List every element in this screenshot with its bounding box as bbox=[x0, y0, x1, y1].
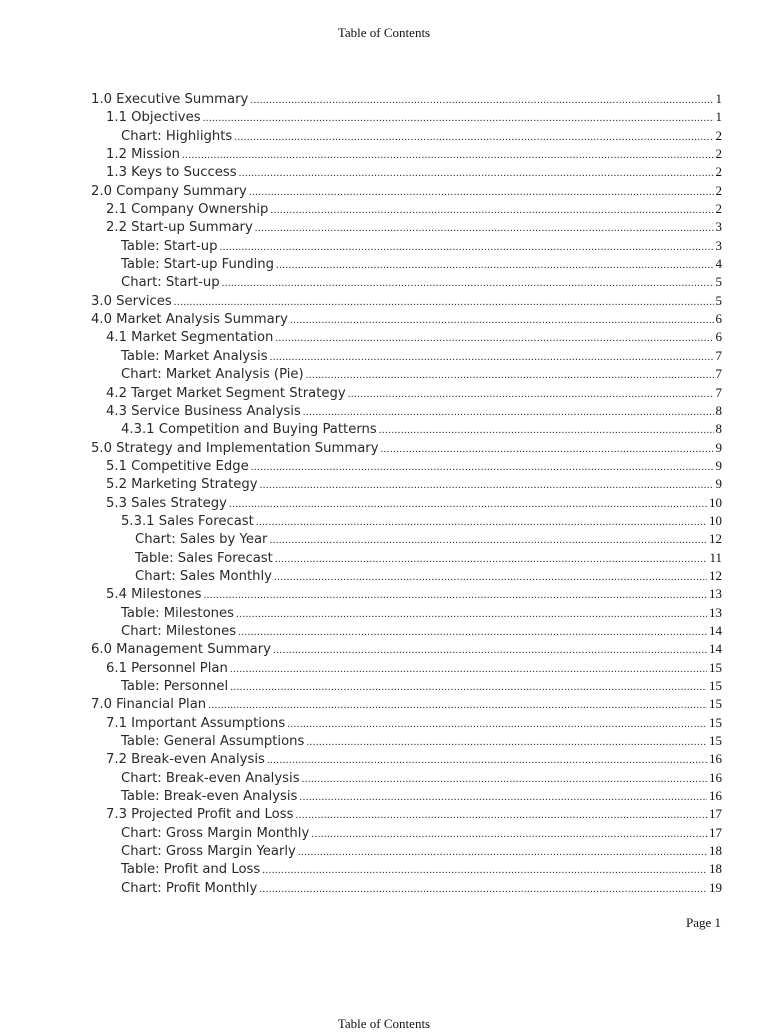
toc-entry-label: 5.4 Milestones bbox=[106, 587, 202, 603]
toc-dot-leader bbox=[299, 788, 707, 806]
toc-entry-page-number: 14 bbox=[709, 622, 722, 638]
page-title: Table of Contents bbox=[337, 25, 431, 40]
toc-entry[interactable] bbox=[91, 347, 722, 365]
toc-entry[interactable] bbox=[91, 585, 722, 603]
toc-entry-page-number: 1 bbox=[715, 109, 722, 125]
toc-entry[interactable] bbox=[91, 604, 722, 622]
toc-entry[interactable] bbox=[91, 659, 722, 677]
toc-dot-leader bbox=[222, 274, 714, 292]
toc-entry-label: Chart: Gross Margin Yearly bbox=[121, 844, 296, 860]
toc-dot-leader bbox=[238, 623, 707, 641]
toc-entry[interactable] bbox=[91, 879, 722, 897]
toc-entry[interactable] bbox=[91, 677, 722, 695]
toc-entry[interactable] bbox=[91, 310, 722, 328]
toc-entry[interactable] bbox=[91, 732, 722, 750]
toc-entry-page-number: 15 bbox=[709, 733, 722, 749]
toc-entry[interactable] bbox=[91, 860, 722, 878]
toc-entry-page-number: 4 bbox=[715, 256, 722, 272]
toc-entry-label: Chart: Highlights bbox=[121, 128, 233, 144]
toc-dot-leader bbox=[306, 366, 714, 384]
toc-entry-label: Chart: Break-even Analysis bbox=[121, 770, 300, 786]
toc-entry[interactable] bbox=[91, 475, 722, 493]
toc-entry-label: 7.2 Break-even Analysis bbox=[106, 752, 265, 768]
toc-entry[interactable] bbox=[91, 842, 722, 860]
toc-entry-label: 7.1 Important Assumptions bbox=[106, 715, 286, 731]
toc-entry-page-number: 12 bbox=[709, 567, 722, 583]
toc-entry-label: 1.1 Objectives bbox=[106, 110, 201, 126]
toc-entry-label: 5.0 Strategy and Implementation Summary bbox=[91, 440, 379, 456]
toc-entry-label: 6.1 Personnel Plan bbox=[106, 660, 228, 676]
toc-dot-leader bbox=[259, 880, 707, 898]
toc-entry-page-number: 13 bbox=[709, 604, 722, 620]
toc-entry-page-number: 9 bbox=[715, 457, 722, 473]
toc-entry[interactable] bbox=[91, 402, 722, 420]
toc-dot-leader bbox=[236, 605, 707, 623]
toc-dot-leader bbox=[250, 91, 713, 109]
toc-dot-leader bbox=[274, 568, 707, 586]
toc-entry[interactable] bbox=[91, 255, 722, 273]
toc-dot-leader bbox=[275, 329, 713, 347]
toc-dot-leader bbox=[262, 861, 707, 879]
toc-entry[interactable] bbox=[91, 90, 722, 108]
toc-entry-label: 6.0 Management Summary bbox=[91, 642, 271, 658]
toc-entry[interactable] bbox=[91, 420, 722, 438]
toc-entry[interactable] bbox=[91, 530, 722, 548]
toc-entry-label: 4.3.1 Competition and Buying Patterns bbox=[121, 422, 377, 438]
toc-dot-leader bbox=[379, 421, 714, 439]
toc-entry-label: Chart: Milestones bbox=[121, 623, 237, 639]
toc-dot-leader bbox=[311, 825, 707, 843]
toc-entry[interactable] bbox=[91, 787, 722, 805]
toc-entry-page-number: 15 bbox=[709, 659, 722, 675]
toc-entry-label: 2.0 Company Summary bbox=[91, 183, 247, 199]
toc-dot-leader bbox=[306, 733, 707, 751]
toc-entry-page-number: 15 bbox=[709, 714, 722, 730]
toc-entry-label: Chart: Profit Monthly bbox=[121, 880, 258, 896]
toc-entry-page-number: 2 bbox=[715, 164, 722, 180]
toc-entry[interactable] bbox=[91, 365, 722, 383]
toc-entry-label: 5.3.1 Sales Forecast bbox=[121, 513, 254, 529]
toc-entry-page-number: 2 bbox=[715, 127, 722, 143]
toc-dot-leader bbox=[302, 770, 707, 788]
toc-dot-leader bbox=[203, 109, 714, 127]
toc-entry-page-number: 2 bbox=[715, 146, 722, 162]
toc-entry[interactable] bbox=[91, 750, 722, 768]
toc-dot-leader bbox=[270, 348, 714, 366]
toc-dot-leader bbox=[203, 586, 707, 604]
toc-entry-page-number: 10 bbox=[709, 494, 722, 510]
toc-entry-label: 2.2 Start-up Summary bbox=[106, 220, 253, 236]
toc-entry[interactable] bbox=[91, 237, 722, 255]
toc-dot-leader bbox=[276, 256, 714, 274]
toc-entry-label: Table: Milestones bbox=[121, 605, 235, 621]
toc-entry-page-number: 11 bbox=[709, 549, 722, 565]
toc-entry-label: 4.3 Service Business Analysis bbox=[106, 403, 301, 419]
toc-entry-page-number: 6 bbox=[715, 329, 722, 345]
toc-entry-page-number: 16 bbox=[709, 751, 722, 767]
toc-entry-page-number: 12 bbox=[709, 531, 722, 547]
toc-entry-page-number: 18 bbox=[709, 861, 722, 877]
toc-dot-leader bbox=[229, 495, 707, 513]
toc-dot-leader bbox=[270, 201, 713, 219]
toc-entry[interactable] bbox=[91, 549, 722, 567]
toc-dot-leader bbox=[219, 238, 713, 256]
toc-entry-label: 4.2 Target Market Segment Strategy bbox=[106, 385, 346, 401]
toc-entry-page-number: 9 bbox=[715, 476, 722, 492]
toc-entry-page-number: 2 bbox=[715, 201, 722, 217]
toc-entry[interactable] bbox=[91, 640, 722, 658]
toc-entry-page-number: 17 bbox=[709, 824, 722, 840]
toc-entry-page-number: 16 bbox=[709, 788, 722, 804]
toc-dot-leader bbox=[298, 843, 707, 861]
toc-entry-label: Table: General Assumptions bbox=[121, 734, 305, 750]
toc-dot-leader bbox=[381, 440, 714, 458]
table-of-contents bbox=[91, 90, 722, 897]
toc-entry-page-number: 15 bbox=[709, 678, 722, 693]
toc-dot-leader bbox=[256, 513, 707, 531]
toc-entry[interactable] bbox=[91, 714, 722, 732]
toc-entry[interactable] bbox=[91, 292, 722, 310]
toc-dot-leader bbox=[230, 660, 707, 678]
toc-entry[interactable] bbox=[91, 567, 722, 585]
toc-dot-leader bbox=[290, 311, 714, 329]
next-page-title: Table of Contents bbox=[337, 1016, 431, 1031]
toc-entry-page-number: 3 bbox=[715, 237, 722, 253]
toc-entry-page-number: 8 bbox=[715, 421, 722, 437]
toc-entry-label: 3.0 Services bbox=[91, 293, 172, 309]
toc-dot-leader bbox=[287, 715, 707, 733]
toc-entry[interactable] bbox=[91, 439, 722, 457]
toc-entry[interactable] bbox=[91, 273, 722, 291]
toc-entry-label: 2.1 Company Ownership bbox=[106, 202, 269, 218]
toc-entry[interactable] bbox=[91, 384, 722, 402]
toc-entry[interactable] bbox=[91, 512, 722, 530]
toc-entry-page-number: 16 bbox=[709, 769, 722, 785]
toc-entry-page-number: 18 bbox=[709, 843, 722, 859]
toc-dot-leader bbox=[230, 678, 707, 696]
toc-entry-label: 5.1 Competitive Edge bbox=[106, 458, 249, 474]
toc-dot-leader bbox=[239, 164, 714, 182]
toc-dot-leader bbox=[182, 146, 713, 164]
toc-dot-leader bbox=[208, 696, 707, 714]
toc-entry[interactable] bbox=[91, 695, 722, 713]
toc-entry[interactable] bbox=[91, 218, 722, 236]
toc-entry-label: Table: Break-even Analysis bbox=[121, 789, 298, 805]
toc-entry[interactable] bbox=[91, 622, 722, 640]
toc-entry[interactable] bbox=[91, 805, 722, 823]
toc-entry-label: Chart: Sales by Year bbox=[135, 532, 268, 548]
toc-dot-leader bbox=[249, 183, 714, 201]
toc-dot-leader bbox=[295, 806, 707, 824]
toc-entry-label: Table: Profit and Loss bbox=[121, 862, 261, 878]
toc-entry-label: 7.0 Financial Plan bbox=[91, 697, 207, 713]
toc-entry[interactable] bbox=[91, 145, 722, 163]
toc-entry-label: 7.3 Projected Profit and Loss bbox=[106, 807, 294, 823]
toc-dot-leader bbox=[255, 219, 714, 237]
toc-entry-label: 1.2 Mission bbox=[106, 147, 181, 163]
toc-entry[interactable] bbox=[91, 328, 722, 346]
toc-entry-page-number: 1 bbox=[715, 91, 722, 106]
toc-entry-page-number: 19 bbox=[709, 879, 722, 895]
toc-entry-page-number: 10 bbox=[709, 512, 722, 528]
toc-dot-leader bbox=[269, 531, 707, 549]
toc-dot-leader bbox=[234, 128, 713, 146]
toc-dot-leader bbox=[260, 476, 714, 494]
toc-dot-leader bbox=[267, 751, 707, 769]
toc-entry-label: 5.2 Marketing Strategy bbox=[106, 477, 258, 493]
toc-entry-page-number: 7 bbox=[715, 347, 722, 363]
toc-entry-label: Table: Sales Forecast bbox=[135, 550, 273, 566]
toc-entry-page-number: 5 bbox=[715, 292, 722, 308]
toc-entry[interactable] bbox=[91, 824, 722, 842]
page-number-footer: Page 1 bbox=[685, 915, 721, 930]
toc-entry-label: 1.0 Executive Summary bbox=[91, 92, 249, 107]
toc-entry[interactable] bbox=[91, 457, 722, 475]
toc-entry-label: Chart: Gross Margin Monthly bbox=[121, 825, 310, 841]
toc-entry-label: Chart: Start-up bbox=[121, 275, 220, 291]
toc-entry-label: 1.3 Keys to Success bbox=[106, 165, 237, 181]
toc-entry-page-number: 17 bbox=[709, 806, 722, 822]
toc-entry-label: Chart: Sales Monthly bbox=[135, 568, 272, 584]
toc-dot-leader bbox=[174, 293, 714, 311]
toc-entry-page-number: 3 bbox=[715, 219, 722, 235]
toc-dot-leader bbox=[251, 458, 714, 476]
toc-entry[interactable] bbox=[91, 494, 722, 512]
toc-entry-page-number: 13 bbox=[709, 586, 722, 602]
toc-dot-leader bbox=[275, 550, 708, 568]
toc-entry-page-number: 7 bbox=[715, 366, 722, 382]
toc-entry-page-number: 15 bbox=[709, 696, 722, 712]
toc-entry-page-number: 14 bbox=[709, 641, 722, 657]
toc-entry-label: Chart: Market Analysis (Pie) bbox=[121, 367, 304, 383]
toc-entry[interactable] bbox=[91, 108, 722, 126]
toc-entry-label: Table: Start-up bbox=[121, 238, 218, 254]
toc-entry-label: Table: Personnel bbox=[121, 679, 229, 694]
toc-entry[interactable] bbox=[91, 182, 722, 200]
toc-entry-label: 5.3 Sales Strategy bbox=[106, 495, 227, 511]
toc-entry-page-number: 8 bbox=[715, 402, 722, 418]
toc-entry-label: 4.0 Market Analysis Summary bbox=[91, 312, 288, 328]
toc-entry[interactable] bbox=[91, 200, 722, 218]
toc-dot-leader bbox=[303, 403, 714, 421]
toc-entry-page-number: 5 bbox=[715, 274, 722, 290]
toc-entry-page-number: 6 bbox=[715, 311, 722, 327]
toc-entry-page-number: 7 bbox=[715, 384, 722, 400]
toc-entry[interactable] bbox=[91, 769, 722, 787]
toc-entry-page-number: 9 bbox=[715, 439, 722, 455]
toc-entry-label: Table: Market Analysis bbox=[121, 348, 268, 364]
toc-entry-label: 4.1 Market Segmentation bbox=[106, 330, 274, 346]
toc-entry-page-number: 2 bbox=[715, 182, 722, 198]
toc-dot-leader bbox=[273, 641, 707, 659]
toc-entry-label: Table: Start-up Funding bbox=[121, 257, 274, 273]
toc-entry[interactable] bbox=[91, 163, 722, 181]
toc-dot-leader bbox=[348, 385, 714, 403]
toc-entry[interactable] bbox=[91, 127, 722, 145]
